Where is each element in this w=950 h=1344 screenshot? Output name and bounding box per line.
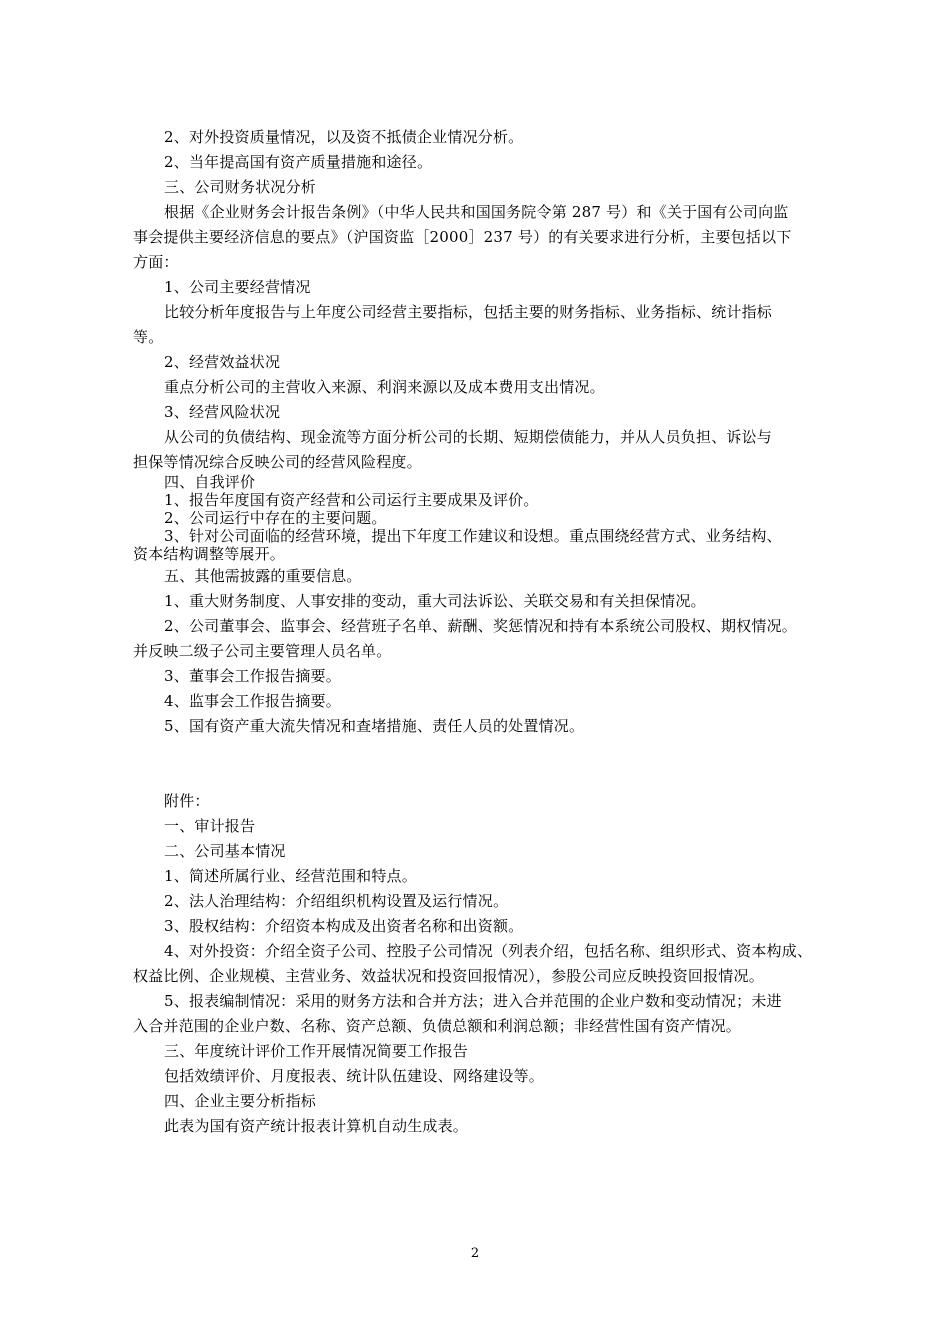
subheading: 3、经营风险状况 <box>164 403 281 421</box>
text-line: 5、国有资产重大流失情况和查堵措施、责任人员的处置情况。 <box>164 717 585 735</box>
text-line: 入合并范围的企业户数、名称、资产总额、负债总额和利润总额；非经营性国有资产情况。 <box>133 1017 742 1035</box>
text-line: 重点分析公司的主营收入来源、利润来源以及成本费用支出情况。 <box>164 378 605 396</box>
appendix-heading: 附件： <box>164 792 210 810</box>
text-line: 3、针对公司面临的经营环境，提出下年度工作建议和设想。重点围绕经营方式、业务结构、 <box>164 527 782 545</box>
text-line: 资本结构调整等展开。 <box>133 545 286 563</box>
text-line: 4、对外投资：介绍全资子公司、控股子公司情况（列表介绍，包括名称、组织形式、资本构成、 <box>164 942 813 960</box>
text-line: 比较分析年度报告与上年度公司经营主要指标，包括主要的财务指标、业务指标、统计指标 <box>164 303 773 321</box>
text-line: 3、董事会工作报告摘要。 <box>164 667 341 685</box>
text-line: 2、公司董事会、监事会、经营班子名单、薪酬、奖惩情况和持有本系统公司股权、期权情况。 <box>164 617 797 635</box>
text-line: 担保等情况综合反映公司的经营风险程度。 <box>133 453 422 471</box>
section-heading: 三、年度统计评价工作开展情况简要工作报告 <box>164 1042 469 1060</box>
text-line: 方面： <box>133 253 179 271</box>
text-line: 从公司的负债结构、现金流等方面分析公司的长期、短期偿债能力，并从人员负担、诉讼与 <box>164 428 773 446</box>
section-heading: 三、公司财务状况分析 <box>164 178 317 196</box>
text-line: 1、简述所属行业、经营范围和特点。 <box>164 867 417 885</box>
text-line: 2、对外投资质量情况，以及资不抵债企业情况分析。 <box>164 128 524 146</box>
page-number: 2 <box>470 1246 480 1261</box>
text-line: 等。 <box>133 328 164 346</box>
text-line: 2、公司运行中存在的主要问题。 <box>164 509 387 527</box>
text-line: 并反映二级子公司主要管理人员名单。 <box>133 642 392 660</box>
text-line: 4、监事会工作报告摘要。 <box>164 692 341 710</box>
text-line: 1、重大财务制度、人事安排的变动，重大司法诉讼、关联交易和有关担保情况。 <box>164 592 706 610</box>
text-line: 包括效绩评价、月度报表、统计队伍建设、网络建设等。 <box>164 1067 545 1085</box>
text-line: 1、报告年度国有资产经营和公司运行主要成果及评价。 <box>164 491 539 509</box>
section-heading: 四、自我评价 <box>164 473 256 491</box>
text-line: 事会提供主要经济信息的要点》（沪国资监［2000］237 号）的有关要求进行分析，主要包括以下 <box>133 228 792 246</box>
section-heading: 五、其他需披露的重要信息。 <box>164 567 362 585</box>
text-line: 权益比例、企业规模、主营业务、效益状况和投资回报情况），参股公司应反映投资回报情况。 <box>133 967 764 985</box>
text-line: 根据《企业财务会计报告条例》（中华人民共和国国务院令第 287 号）和《关于国有公司向监 <box>164 203 789 221</box>
subheading: 1、公司主要经营情况 <box>164 278 311 296</box>
text-line: 此表为国有资产统计报表计算机自动生成表。 <box>164 1117 469 1135</box>
subheading: 2、经营效益状况 <box>164 353 281 371</box>
section-heading: 二、公司基本情况 <box>164 842 286 860</box>
section-heading: 一、审计报告 <box>164 817 256 835</box>
text-line: 2、当年提高国有资产质量措施和途径。 <box>164 153 433 171</box>
text-line: 2、法人治理结构：介绍组织机构设置及运行情况。 <box>164 892 509 910</box>
text-line: 5、报表编制情况：采用的财务方法和合并方法；进入合并范围的企业户数和变动情况；未进 <box>164 992 782 1010</box>
section-heading: 四、企业主要分析指标 <box>164 1092 317 1110</box>
text-line: 3、股权结构：介绍资本构成及出资者名称和出资额。 <box>164 917 524 935</box>
